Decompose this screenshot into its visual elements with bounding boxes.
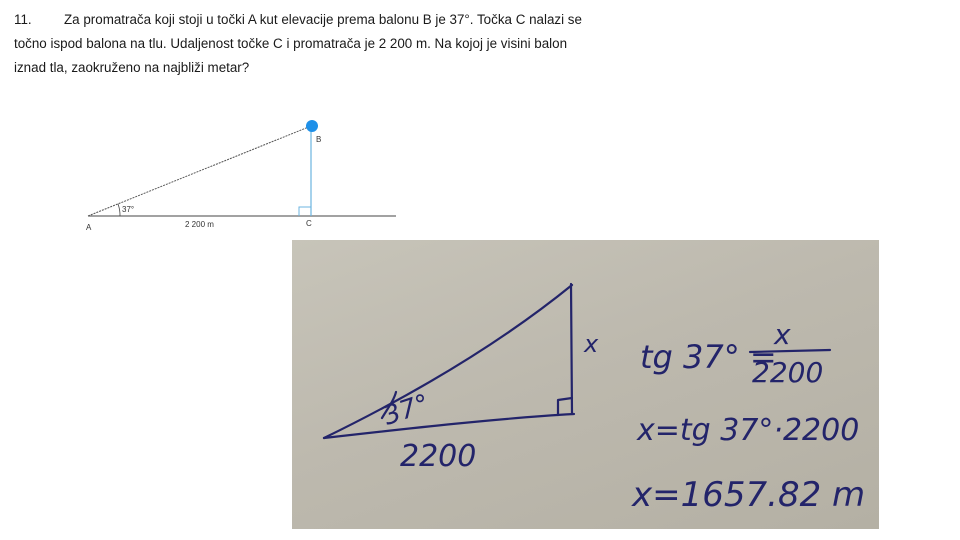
- label-c: C: [306, 219, 312, 228]
- distance-label: 2 200 m: [185, 220, 214, 229]
- angle-label: 37°: [122, 205, 135, 214]
- problem-text: [14, 8, 654, 80]
- hypotenuse-stroke: [324, 285, 572, 438]
- hw-base: 2200: [400, 439, 477, 474]
- height-stroke: [571, 284, 572, 414]
- problem-number: 11.: [14, 12, 32, 27]
- triangle-diagram: [80, 110, 410, 240]
- handwritten-solution-photo: [292, 240, 879, 529]
- right-angle-stroke: [558, 398, 572, 415]
- hw-eq1-den: 2200: [752, 356, 824, 389]
- hw-height: x: [584, 330, 599, 358]
- base-stroke: [324, 414, 574, 438]
- hw-eq1-num: x: [774, 318, 791, 351]
- diagram-svg: [80, 110, 410, 240]
- hw-eq2: x=tg 37°·2200: [637, 413, 860, 448]
- handwriting-svg: [292, 240, 879, 529]
- hw-eq3: x=1657.82 m: [632, 475, 866, 515]
- label-b: B: [316, 135, 322, 144]
- line-of-sight: [88, 126, 311, 216]
- balloon-icon: [306, 120, 318, 132]
- hw-eq1-lhs: tg 37° =: [640, 338, 777, 376]
- angle-arc: [118, 204, 120, 216]
- hw-angle: 37°: [379, 388, 434, 432]
- problem-line-2: točno ispod balona na tlu. Udaljenost točke C i promatrača je 2 200 m. Na kojoj je visini balon: [14, 36, 568, 51]
- right-angle-mark: [299, 207, 311, 216]
- problem-line-3: iznad tla, zaokruženo na najbliži metar?: [14, 60, 250, 75]
- problem-line-1: 11. Za promatrača koji stoji u točki A kut elevacije prema balonu B je 37°. Točka C nalazi se: [14, 8, 654, 32]
- label-a: A: [86, 223, 92, 232]
